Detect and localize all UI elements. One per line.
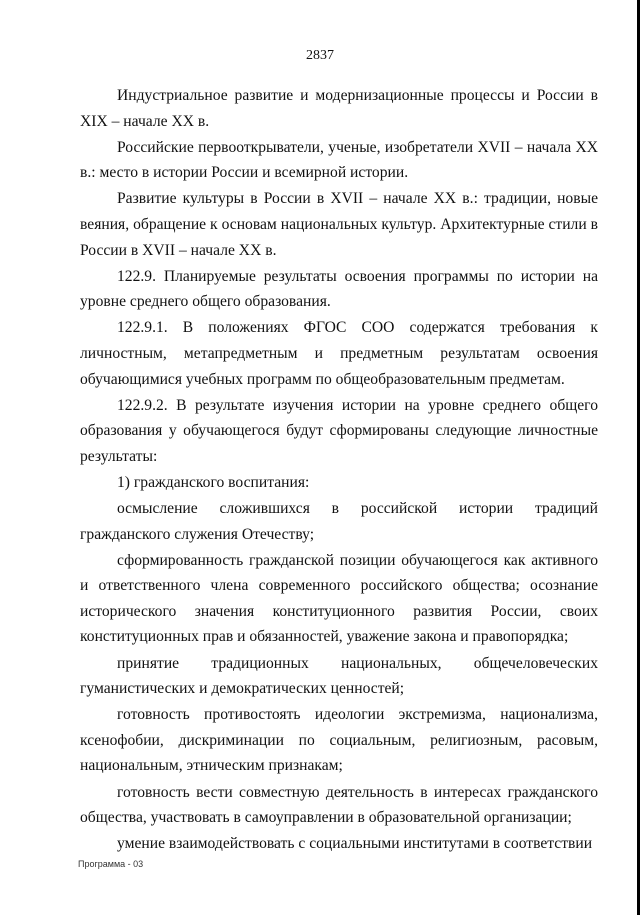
document-body	[80, 83, 598, 857]
paragraph: готовность вести совместную деятельность в интересах гражданского общества, участвовать в самоуправлении в образовательной организации;	[80, 783, 598, 827]
list-heading: 1) гражданского воспитания:	[117, 473, 310, 491]
paragraph: осмысление сложившихся в российской истории традиций гражданского служения Отечеству;	[80, 500, 598, 543]
paragraph: сформированность гражданской позиции обучающегося как активного и ответственного члена современного российского общества; осознание исторического значения конституционного развития России, своих конституционных прав и обязанностей, уважение закона и правопорядка;	[80, 551, 598, 646]
paragraph: принятие традиционных национальных, общечеловеческих гуманистических и демократических ценностей;	[80, 654, 598, 698]
paragraph: 122.9.2. В результате изучения истории на уровне среднего общего образования у обучающегося будут сформированы следующие личностные результаты:	[80, 396, 598, 465]
paragraph: Индустриальное развитие и модернизационные процессы и России в XIX – начале XX в.	[80, 87, 598, 130]
paragraph: 122.9. Планируемые результаты освоения программы по истории на уровне среднего общего образования.	[80, 267, 598, 311]
page-number: 2837	[306, 48, 334, 63]
paragraph: готовность противостоять идеологии экстремизма, национализма, ксенофобии, дискриминации по социальным, религиозным, расовым, национальным, этническим признакам;	[80, 706, 598, 775]
footer-note: Программа - 03	[78, 859, 144, 869]
paragraph: Российские первооткрыватели, ученые, изобретатели XVII – начала XX в.: место в истории России и всемирной истории.	[80, 138, 598, 182]
paragraph: Развитие культуры в России в XVII – начале XX в.: традиции, новые веяния, обращение к основам национальных культур. Архитектурные стили в России в XVII – начале XX в.	[80, 190, 598, 259]
paragraph: умение взаимодействовать с социальными институтами в соответствии	[117, 835, 593, 853]
paragraph: 122.9.1. В положениях ФГОС СОО содержатся требования к личностным, метапредметным и предметным результатам освоения обучающимися учебных программ по общеобразовательным предметам.	[80, 319, 598, 388]
